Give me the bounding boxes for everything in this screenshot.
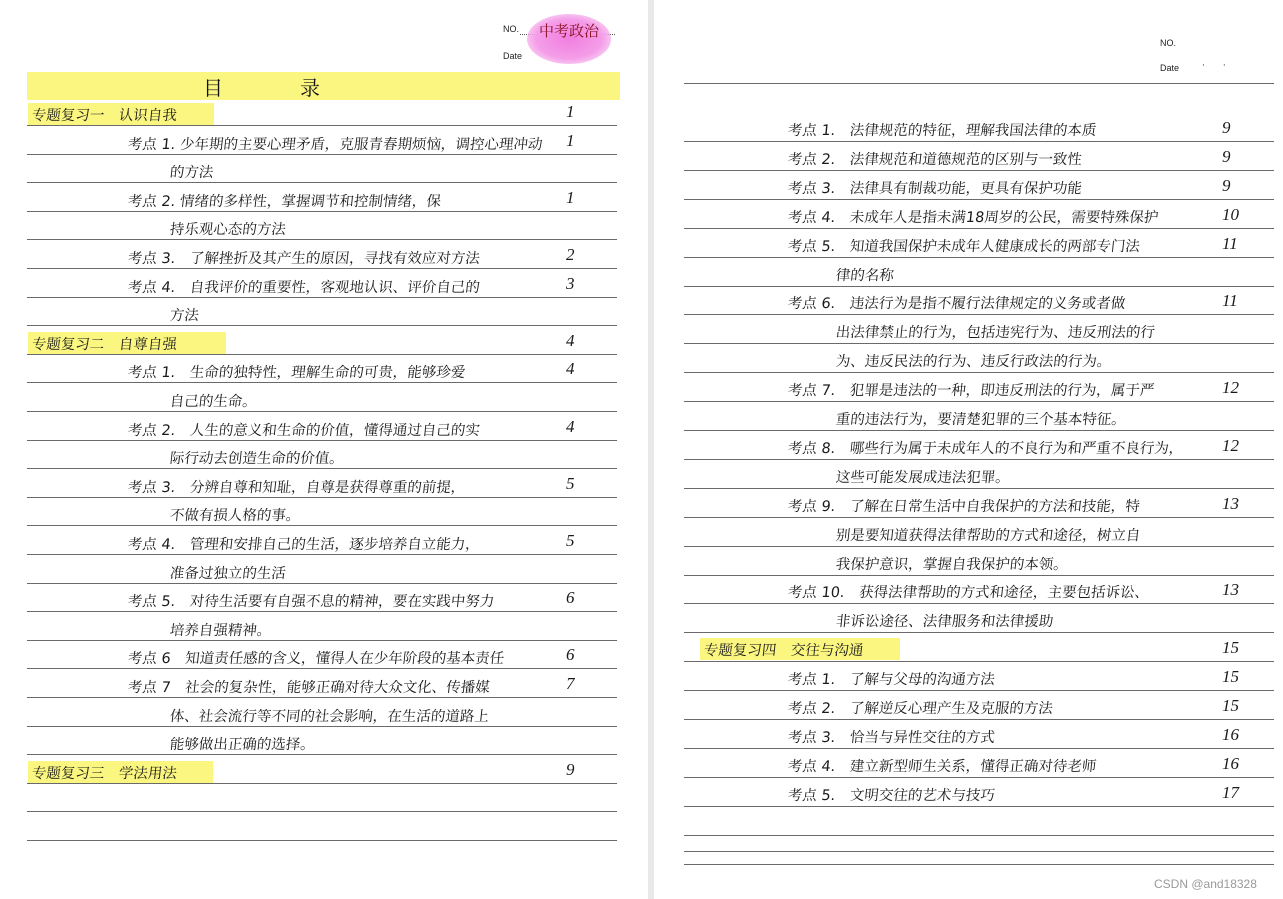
toc-entry-continuation: 持乐观心态的方法 [169, 222, 287, 239]
ruled-line [27, 668, 617, 669]
no-label: NO. [503, 24, 520, 34]
toc-entry: 考点 1. 法律规范的特征，理解我国法律的本质 [787, 123, 1098, 139]
ruled-line [684, 257, 1274, 258]
ruled-line [684, 430, 1274, 431]
entry-page-number: 16 [1222, 724, 1239, 744]
watermark: CSDN @and18328 [1154, 877, 1257, 891]
section-page-number: 9 [566, 759, 575, 779]
section-heading: 专题复习二 自尊自强 [31, 336, 178, 353]
toc-entry-continuation: 方法 [169, 308, 200, 325]
toc-entry: 考点 1. 了解与父母的沟通方法 [787, 672, 996, 689]
date-label: Date [1160, 63, 1180, 73]
toc-entry-continuation: 为、违反民法的行为、违反行政法的行为。 [835, 354, 1113, 371]
toc-entry-continuation: 际行动去创造生命的价值。 [169, 451, 345, 468]
toc-entry: 考点 1. 少年期的主要心理矛盾，克服青春期烦恼，调控心理冲动 [127, 136, 544, 153]
ruled-line [684, 748, 1274, 749]
entry-page-number: 13 [1222, 493, 1239, 513]
ruled-line [684, 83, 1274, 84]
section-page-number: 4 [566, 330, 575, 350]
toc-entry: 考点 5. 知道我国保护未成年人健康成长的两部专门法 [787, 238, 1141, 255]
ruled-line [27, 611, 617, 612]
ruled-line [684, 517, 1274, 518]
ruled-line [684, 690, 1274, 691]
toc-entry: 考点 10. 获得法律帮助的方式和途径，主要包括诉讼、 [787, 585, 1150, 602]
section-heading: 专题复习三 学法用法 [31, 765, 178, 782]
ruled-line [27, 554, 617, 555]
toc-entry: 考点 4. 建立新型师生关系，懂得正确对待老师 [787, 758, 1098, 775]
ruled-line [684, 632, 1274, 633]
entry-page-number: 15 [1222, 696, 1239, 715]
ruled-line [27, 325, 617, 326]
toc-entry: 考点 2. 情绪的多样性，掌握调节和控制情绪，保 [127, 193, 442, 210]
toc-entry-continuation: 能够做出正确的选择。 [169, 737, 316, 754]
ruled-line [684, 228, 1274, 229]
entry-page-number: 4 [566, 416, 575, 436]
ruled-line [684, 719, 1274, 720]
toc-entry: 考点 2. 法律规范和道德规范的区别与一致性 [787, 151, 1083, 168]
title-highlight [27, 72, 620, 100]
ruled-line [27, 411, 617, 412]
toc-entry: 考点 3. 了解挫折及其产生的原因，寻找有效应对方法 [127, 251, 481, 267]
toc-entry: 考点 7. 犯罪是违法的一种，即违反刑法的行为，属于严 [787, 383, 1156, 400]
entry-page-number: 11 [1222, 233, 1238, 253]
toc-entry-continuation: 培养自强精神。 [169, 622, 273, 639]
entry-page-number: 12 [1222, 378, 1239, 398]
toc-entry: 考点 6. 违法行为是指不履行法律规定的义务或者做 [787, 296, 1127, 313]
ruled-line [684, 661, 1274, 662]
ruled-line [27, 754, 617, 755]
toc-entry: 考点 8. 哪些行为属于未成年人的不良行为和严重不良行为， [787, 440, 1185, 457]
entry-page-number: 11 [1222, 291, 1238, 311]
entry-page-number: 10 [1222, 204, 1239, 224]
toc-entry: 考点 5. 对待生活要有自强不息的精神，要在实践中努力 [127, 594, 496, 611]
entry-page-number: 13 [1222, 580, 1239, 600]
section-heading: 专题复习四 交往与沟通 [703, 643, 865, 660]
title-left-char: 目 [203, 76, 223, 100]
toc-entry-continuation: 非诉讼途径、法律服务和法律援助 [835, 614, 1055, 631]
entry-page-number: 6 [566, 645, 575, 665]
entry-page-number: 6 [566, 588, 575, 608]
toc-entry-continuation: 别是要知道获得法律帮助的方式和途径，树立自 [835, 527, 1142, 544]
ruled-line [27, 239, 617, 240]
toc-entry-continuation: 律的名称 [835, 267, 895, 284]
ruled-line [684, 806, 1274, 807]
entry-page-number: 4 [566, 359, 575, 379]
toc-entry-continuation: 不做有损人格的事。 [169, 508, 302, 525]
entry-page-number: 9 [1222, 175, 1231, 195]
ruled-line [684, 546, 1274, 547]
entry-page-number: 2 [566, 245, 575, 264]
toc-entry: 考点 3. 恰当与异性交往的方式 [787, 729, 996, 746]
ruled-line [684, 777, 1274, 778]
section-heading: 专题复习一 认识自我 [31, 108, 178, 124]
entry-page-number: 9 [1222, 146, 1231, 166]
ruled-line [684, 286, 1274, 287]
ruled-line [27, 840, 617, 841]
entry-page-number: 5 [566, 473, 575, 493]
toc-entry: 考点 2. 人生的意义和生命的价值，懂得通过自己的实 [127, 422, 481, 439]
ruled-line [684, 141, 1274, 142]
date-dots: ·· [1202, 61, 1244, 71]
ruled-line [684, 314, 1274, 315]
ruled-line [684, 401, 1274, 402]
ruled-line [27, 811, 617, 812]
toc-entry-continuation: 自己的生命。 [169, 394, 258, 410]
ruled-line [684, 343, 1274, 344]
ruled-line [27, 640, 617, 641]
toc-entry: 考点 9. 了解在日常生活中自我保护的方法和技能，特 [787, 498, 1141, 515]
toc-entry-continuation: 出法律禁止的行为，包括违宪行为、违反刑法的行 [835, 325, 1156, 342]
toc-entry: 考点 4. 未成年人是指未满18周岁的公民，需要特殊保护 [787, 209, 1160, 226]
section-page-number: 15 [1222, 638, 1239, 658]
entry-page-number: 17 [1222, 782, 1239, 802]
notebook-page-right [654, 0, 1283, 899]
ruled-line [27, 468, 617, 469]
toc-entry-continuation: 体、社会流行等不同的社会影响，在生活的道路上 [169, 708, 490, 725]
entry-page-number: 3 [566, 273, 575, 293]
entry-page-number: 1 [566, 130, 575, 150]
toc-entry: 考点 3. 法律具有制裁功能，更具有保护功能 [787, 180, 1083, 197]
ruled-line [27, 268, 617, 269]
entry-page-number: 12 [1222, 435, 1239, 455]
ruled-line [684, 199, 1274, 200]
ruled-line [27, 382, 617, 383]
ruled-line [684, 575, 1274, 576]
toc-entry: 考点 4. 管理和安排自己的生活，逐步培养自立能力， [127, 537, 481, 553]
toc-entry: 考点 2. 了解逆反心理产生及克服的方法 [787, 701, 1054, 717]
section-page-number: 1 [566, 102, 575, 121]
toc-entry-continuation: 重的违法行为，要清楚犯罪的三个基本特征。 [835, 412, 1127, 428]
toc-entry: 考点 7 社会的复杂性，能够正确对待大众文化、传播媒 [127, 680, 491, 696]
toc-entry-continuation: 的方法 [169, 165, 215, 182]
ruled-line [684, 851, 1274, 852]
entry-page-number: 1 [566, 187, 575, 207]
entry-page-number: 9 [1222, 118, 1231, 137]
ruled-line [684, 488, 1274, 489]
ruled-line [27, 182, 617, 183]
no-label: NO. [1160, 38, 1177, 48]
ruled-line [684, 459, 1274, 460]
highlighted-stamp [527, 14, 611, 64]
ruled-line [27, 583, 617, 584]
ruled-line [27, 697, 617, 698]
entry-page-number: 7 [566, 674, 575, 693]
ruled-line [684, 603, 1274, 604]
entry-page-number: 15 [1222, 667, 1239, 687]
ruled-line [684, 864, 1274, 865]
ruled-line [27, 525, 617, 526]
ruled-line [684, 372, 1274, 373]
toc-entry: 考点 1. 生命的独特性，理解生命的可贵，能够珍爱 [127, 365, 467, 382]
title-right-char: 录 [300, 76, 320, 100]
date-label: Date [503, 51, 523, 61]
entry-page-number: 5 [566, 531, 575, 550]
toc-entry: 考点 3. 分辨自尊和知耻，自尊是获得尊重的前提， [127, 479, 467, 496]
toc-entry-continuation: 准备过独立的生活 [169, 565, 287, 582]
ruled-line [684, 835, 1274, 836]
toc-entry-continuation: 我保护意识，掌握自我保护的本领。 [835, 556, 1069, 573]
ruled-line [27, 125, 617, 126]
entry-page-number: 16 [1222, 753, 1239, 773]
ruled-line [684, 170, 1274, 171]
toc-entry: 考点 4. 自我评价的重要性，客观地认识、评价自己的 [127, 279, 481, 296]
toc-entry-continuation: 这些可能发展成违法犯罪。 [835, 469, 1011, 486]
stamp-text: 中考政治 [538, 22, 599, 40]
toc-entry: 考点 5. 文明交往的艺术与技巧 [787, 787, 996, 804]
toc-entry: 考点 6 知道责任感的含义，懂得人在少年阶段的基本责任 [127, 651, 506, 668]
